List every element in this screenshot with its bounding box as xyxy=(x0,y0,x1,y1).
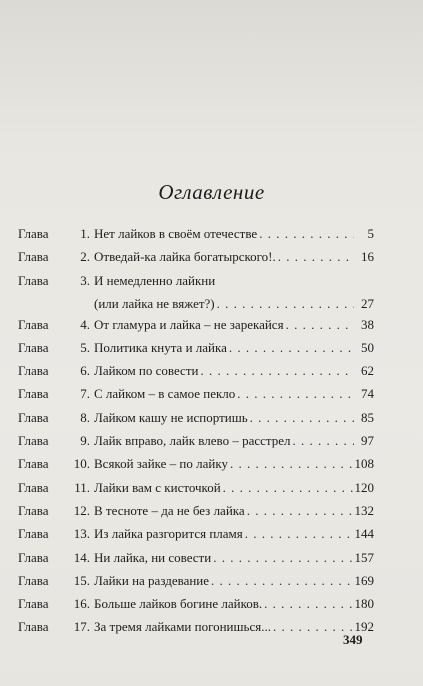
page-number: 120 xyxy=(354,479,374,495)
chapter-title: Всякой зайке – по лайку xyxy=(94,456,228,472)
chapter-number: 5. xyxy=(80,339,90,355)
chapter-number: 8. xyxy=(80,409,90,425)
chapter-label: Глава xyxy=(18,479,49,495)
chapter-label: Глава xyxy=(18,249,49,265)
chapter-number: 10. xyxy=(73,456,90,472)
toc-entry xyxy=(18,592,374,615)
toc-entry xyxy=(18,476,374,499)
chapter-label: Глава xyxy=(18,226,49,241)
chapter-label: Глава xyxy=(18,619,49,635)
page-number: 108 xyxy=(354,456,374,472)
toc-entry xyxy=(18,222,374,245)
leader-dots xyxy=(286,313,354,336)
toc-entry xyxy=(18,569,374,592)
page-number: 157 xyxy=(354,549,374,565)
chapter-number: 14. xyxy=(73,549,90,565)
toc-entry xyxy=(18,546,374,569)
page-number: 27 xyxy=(361,295,374,311)
chapter-number: 2. xyxy=(80,249,90,265)
bleed-through-text xyxy=(195,8,415,162)
page-number: 97 xyxy=(361,433,374,449)
chapter-label: Глава xyxy=(18,433,49,449)
page-number: 132 xyxy=(354,502,374,518)
toc-entry xyxy=(18,269,374,313)
chapter-title: Больше лайков богине лайков. xyxy=(94,596,263,612)
toc-entry xyxy=(18,429,374,452)
chapter-title: Политика кнута и лайка xyxy=(94,339,227,355)
chapter-number: 12. xyxy=(73,502,90,518)
chapter-title: Лайк вправо, лайк влево – расстрел xyxy=(94,433,291,449)
leader-dots xyxy=(237,382,354,405)
chapter-number: 7. xyxy=(80,386,90,402)
toc-entry xyxy=(18,336,374,359)
leader-dots xyxy=(247,499,353,522)
toc-entry xyxy=(18,615,374,638)
page-number: 5 xyxy=(367,226,374,241)
page-number: 144 xyxy=(354,526,374,542)
chapter-title: За тремя лайками погонишься... xyxy=(94,619,271,635)
page-number: 38 xyxy=(361,316,374,332)
table-of-contents xyxy=(18,222,374,639)
chapter-number: 15. xyxy=(73,572,90,588)
chapter-number: 13. xyxy=(73,526,90,542)
toc-heading: Оглавление xyxy=(158,180,265,204)
chapter-label: Глава xyxy=(18,339,49,355)
toc-entry xyxy=(18,452,374,475)
chapter-title: В тесноте – да не без лайка xyxy=(94,502,245,518)
chapter-number: 6. xyxy=(80,363,90,379)
chapter-number: 4. xyxy=(80,316,90,332)
toc-entry xyxy=(18,522,374,545)
leader-dots xyxy=(229,336,354,359)
leader-dots xyxy=(250,406,354,429)
chapter-title: Ни лайка, ни совести xyxy=(94,549,212,565)
page-number: 85 xyxy=(361,409,374,425)
chapter-label: Глава xyxy=(18,386,49,402)
chapter-label: Глава xyxy=(18,502,49,518)
toc-entry xyxy=(18,359,374,382)
leader-dots xyxy=(259,222,354,245)
chapter-label: Глава xyxy=(18,316,49,332)
chapter-number: 16. xyxy=(73,596,90,612)
chapter-label: Глава xyxy=(18,272,49,288)
leader-dots xyxy=(293,429,355,452)
chapter-title: С лайком – в самое пекло xyxy=(94,386,236,402)
chapter-title-continued: (или лайка не вяжет?) xyxy=(94,295,215,311)
leader-dots xyxy=(230,452,353,475)
chapter-label: Глава xyxy=(18,456,49,472)
page-number: 192 xyxy=(354,619,374,635)
chapter-number: 1. xyxy=(80,226,90,241)
chapter-label: Глава xyxy=(18,596,49,612)
page-folio-number: 349 xyxy=(343,632,363,647)
chapter-number: 3. xyxy=(80,272,90,288)
leader-dots xyxy=(264,592,352,615)
leader-dots xyxy=(278,245,354,268)
leader-dots xyxy=(245,522,353,545)
chapter-title: Из лайка разгорится пламя xyxy=(94,526,243,542)
chapter-title: От гламура и лайка – не зарекайся xyxy=(94,316,284,332)
chapter-label: Глава xyxy=(18,549,49,565)
chapter-title: Нет лайков в своём отечестве xyxy=(94,226,258,241)
chapter-title: Лайки вам с кисточкой xyxy=(94,479,221,495)
page-number: 180 xyxy=(354,596,374,612)
chapter-label: Глава xyxy=(18,526,49,542)
page-number: 50 xyxy=(361,339,374,355)
chapter-label: Глава xyxy=(18,572,49,588)
leader-dots xyxy=(200,359,354,382)
page-number: 16 xyxy=(361,249,374,265)
chapter-number: 17. xyxy=(73,619,90,635)
leader-dots xyxy=(213,546,352,569)
page-number: 62 xyxy=(361,363,374,379)
toc-entry xyxy=(18,406,374,429)
chapter-title: Лайком по совести xyxy=(94,363,199,379)
page-number: 74 xyxy=(361,386,374,402)
toc-entry xyxy=(18,499,374,522)
toc-entry xyxy=(18,245,374,268)
page-number: 169 xyxy=(354,572,374,588)
chapter-title: Лайки на раздевание xyxy=(94,572,210,588)
leader-dots xyxy=(211,569,352,592)
chapter-title: Отведай-ка лайка богатырского!. xyxy=(94,249,276,265)
chapter-title: И немедленно лайкни xyxy=(94,272,216,288)
chapter-label: Глава xyxy=(18,363,49,379)
toc-entry xyxy=(18,382,374,405)
chapter-number: 9. xyxy=(80,433,90,449)
chapter-title: Лайком кашу не испортишь xyxy=(94,409,248,425)
leader-dots xyxy=(223,476,353,499)
toc-entry xyxy=(18,313,374,336)
chapter-number: 11. xyxy=(74,479,90,495)
leader-dots xyxy=(273,615,353,638)
chapter-label: Глава xyxy=(18,409,49,425)
